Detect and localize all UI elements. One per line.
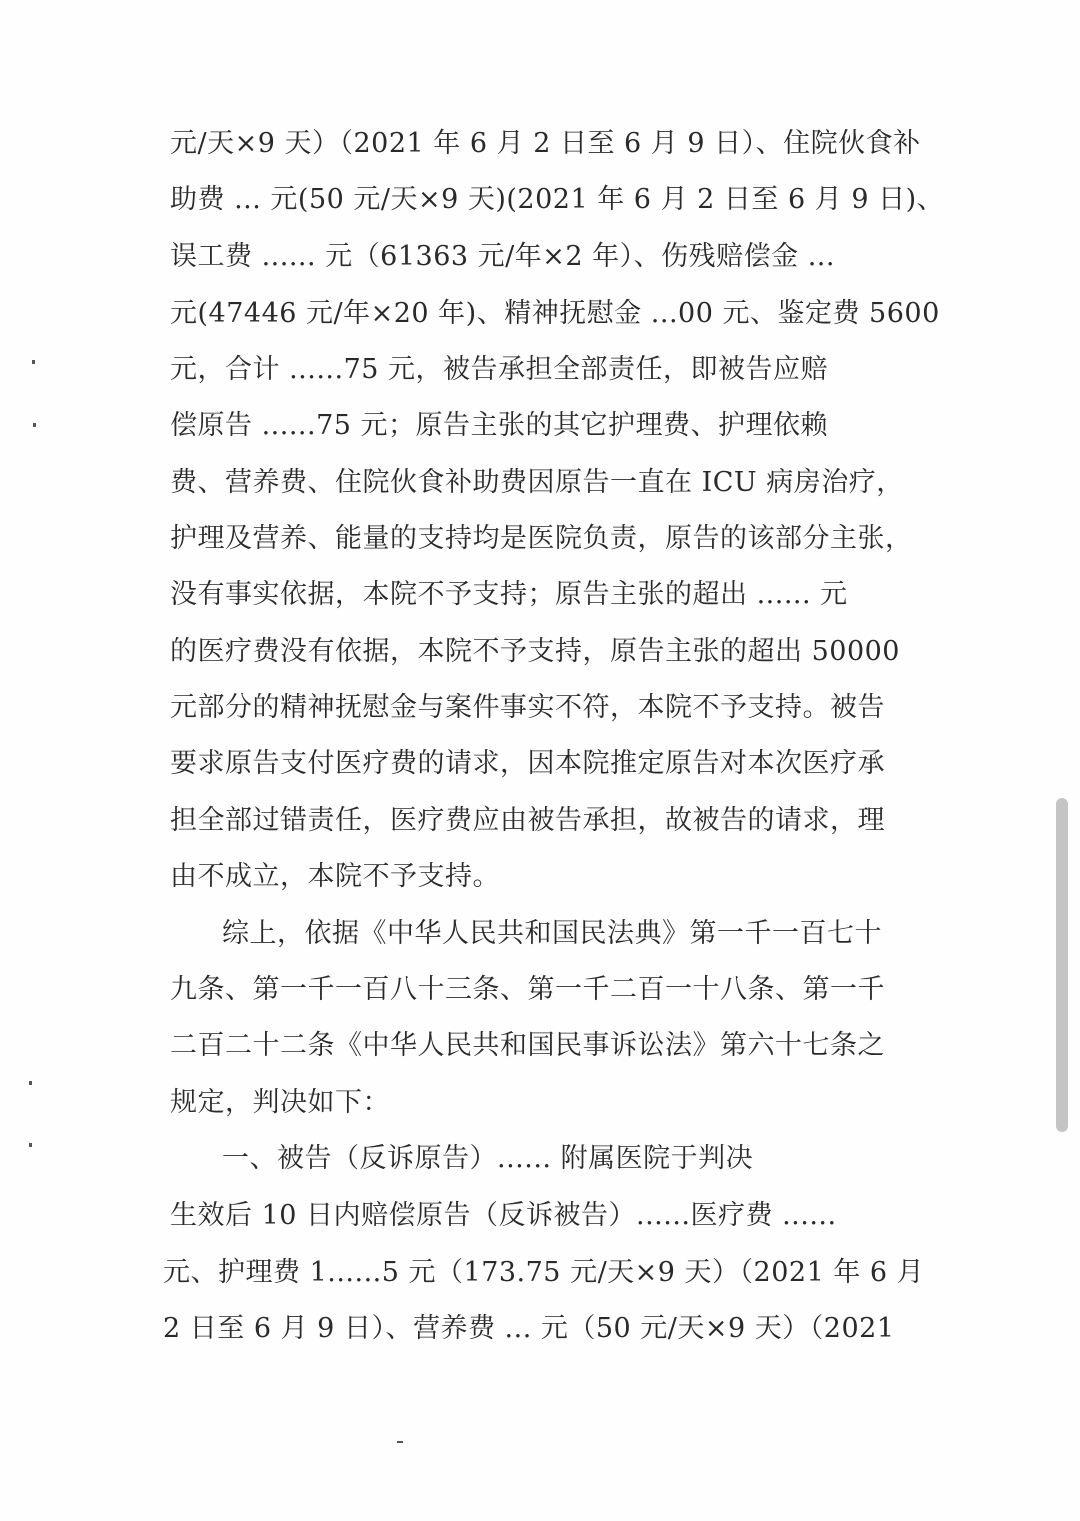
text-line: 要求原告支付医疗费的请求，因本院推定原告对本次医疗承 — [170, 748, 885, 779]
scan-speck — [32, 360, 35, 364]
text-line: 元部分的精神抚慰金与案件事实不符，本院不予支持。被告 — [170, 692, 885, 723]
text-line: 误工费 ...... 元（61363 元/年×2 年）、伤残赔偿金 ... — [170, 241, 835, 272]
text-line: 护理及营养、能量的支持均是医院负责，原告的该部分主张， — [170, 523, 913, 554]
text-line: 一、被告（反诉原告）...... 附属医院于判决 — [222, 1143, 754, 1174]
text-line: 偿原告 ......75 元；原告主张的其它护理费、护理依赖 — [170, 410, 829, 441]
text-line: 2 日至 6 月 9 日）、营养费 ... 元（50 元/天×9 天）（2021 — [163, 1313, 895, 1344]
text-line: 没有事实依据，本院不予支持；原告主张的超出 ...... 元 — [170, 579, 848, 610]
text-line: 生效后 10 日内赔偿原告（反诉被告）......医疗费 ...... — [170, 1200, 837, 1231]
text-line: 费、营养费、住院伙食补助费因原告一直在 ICU 病房治疗， — [170, 467, 904, 498]
text-line: 元(47446 元/年×20 年)、精神抚慰金 ...00 元、鉴定费 5600 — [170, 298, 940, 329]
text-line: 由不成立，本院不予支持。 — [170, 861, 500, 892]
text-line: 九条、第一千一百八十三条、第一千二百一十八条、第一千 — [170, 974, 885, 1005]
scan-speck — [29, 1081, 32, 1085]
scan-speck — [33, 423, 36, 427]
text-line: 规定，判决如下： — [170, 1087, 390, 1118]
scrollbar-thumb[interactable] — [1056, 798, 1068, 1132]
text-line: 二百二十二条《中华人民共和国民事诉讼法》第六十七条之 — [170, 1030, 885, 1061]
text-line: 担全部过错责任，医疗费应由被告承担，故被告的请求，理 — [170, 805, 885, 836]
scan-speck — [29, 1143, 32, 1147]
text-line: 元/天×9 天）（2021 年 6 月 2 日至 6 月 9 日）、住院伙食补 — [170, 128, 921, 159]
text-line: 助费 ... 元(50 元/天×9 天)(2021 年 6 月 2 日至 6 月 9 日)、 — [170, 184, 945, 215]
text-line: 综上，依据《中华人民共和国民法典》第一千一百七十 — [222, 918, 882, 949]
text-line: 元，合计 ......75 元，被告承担全部责任，即被告应赔 — [170, 354, 829, 385]
scan-speck — [397, 1441, 403, 1443]
text-line: 的医疗费没有依据，本院不予支持，原告主张的超出 50000 — [170, 636, 900, 667]
text-line: 元、护理费 1......5 元（173.75 元/天×9 天）（2021 年 6 月 — [163, 1257, 925, 1288]
